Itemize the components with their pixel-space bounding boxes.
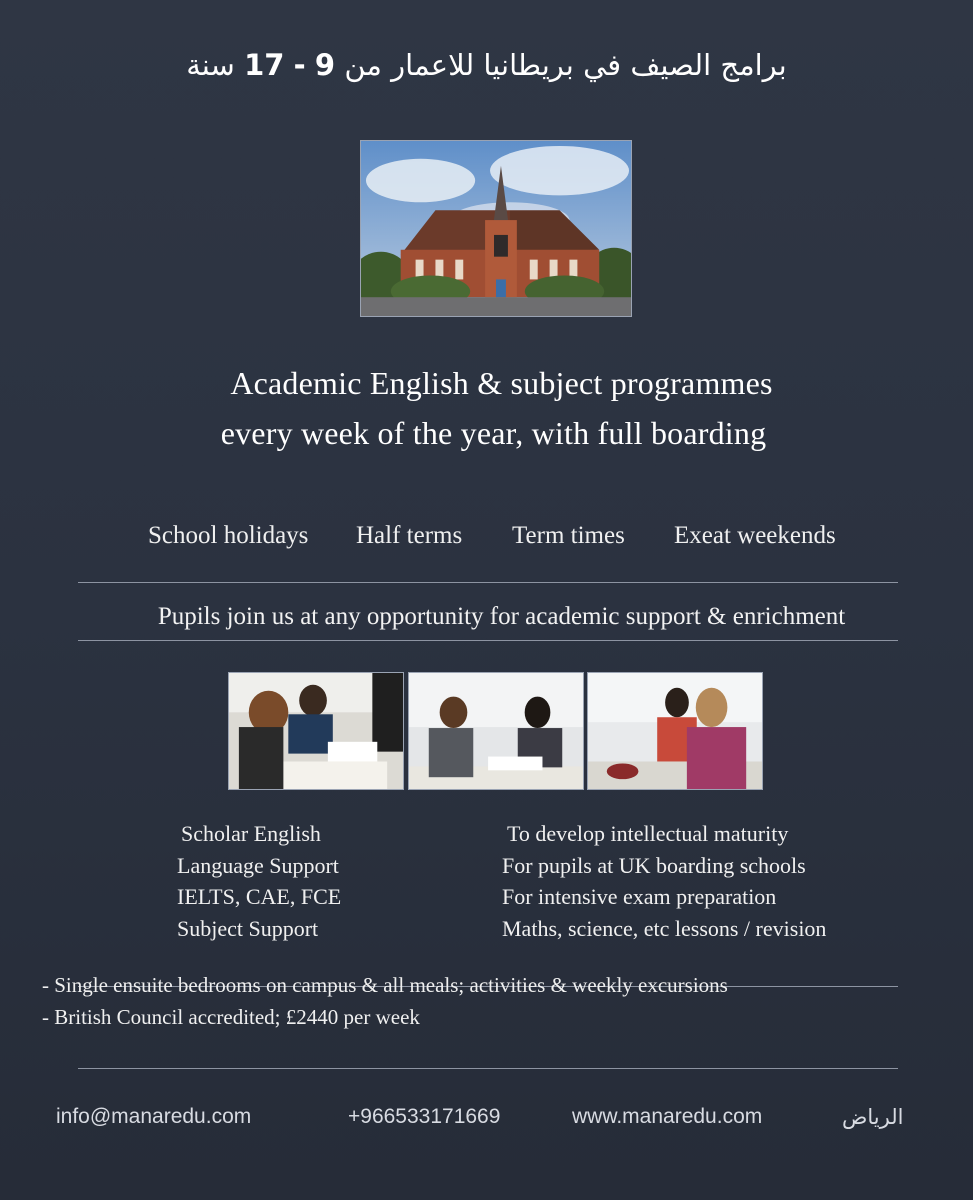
programme-names	[177, 818, 341, 944]
time-school-holidays: School holidays	[148, 522, 309, 549]
divider	[78, 1068, 898, 1069]
feature-item: - Single ensuite bedrooms on campus & all meals; activities & weekly excursions	[42, 973, 728, 997]
time-exeat-weekends: Exeat weekends	[674, 522, 836, 549]
feature-item: - British Council accredited; £2440 per week	[42, 1005, 420, 1029]
title-arabic-prefix: برامج الصيف في بريطانيا للاعمار من	[344, 48, 787, 82]
time-half-terms: Half terms	[356, 522, 463, 549]
programme-desc: Maths, science, etc lessons / revision	[502, 915, 827, 941]
divider	[78, 582, 898, 583]
divider	[78, 640, 898, 641]
school-building-photo	[360, 140, 632, 317]
time-term-times: Term times	[512, 522, 625, 549]
contact-email[interactable]: info@manaredu.com	[56, 1105, 252, 1128]
title-arabic-suffix: سنة	[186, 48, 235, 82]
programme-name: Scholar English	[181, 821, 321, 846]
programme-name: Subject Support	[177, 915, 319, 941]
programme-desc: For intensive exam preparation	[502, 884, 777, 909]
headline-line-2: every week of the year, with full boarding	[220, 415, 767, 451]
age-from: 9	[314, 48, 336, 82]
programme-name: IELTS, CAE, FCE	[177, 884, 342, 909]
students-studying-photo-2	[408, 672, 584, 790]
contact-phone[interactable]: +966533171669	[348, 1105, 501, 1128]
pupils-line: Pupils join us at any opportunity for academic support & enrichment	[157, 603, 846, 630]
students-studying-photo-1	[228, 672, 404, 790]
programme-name: Language Support	[177, 852, 339, 878]
programme-descriptions	[502, 818, 826, 944]
arabic-title	[0, 48, 973, 82]
age-dash: -	[293, 48, 306, 82]
features-list	[42, 969, 728, 1033]
programme-desc: To develop intellectual maturity	[507, 821, 789, 846]
age-to: 17	[244, 48, 285, 82]
contact-city: الرياض	[842, 1105, 904, 1129]
contact-website[interactable]: www.manaredu.com	[572, 1105, 763, 1128]
programme-desc: For pupils at UK boarding schools	[502, 852, 806, 878]
students-studying-photo-3	[587, 672, 763, 790]
headline-line-1: Academic English & subject programmes	[230, 365, 773, 401]
